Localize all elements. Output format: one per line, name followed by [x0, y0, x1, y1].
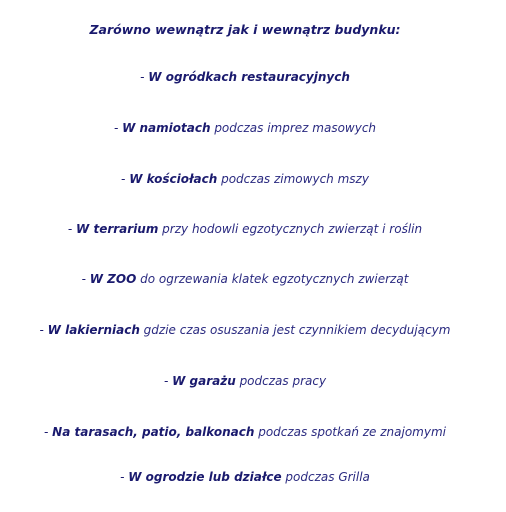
item-rest: gdzie czas osuszania jest czynnikiem decydującym — [139, 323, 451, 337]
list-item — [0, 222, 490, 236]
item-strong: W lakierniach — [47, 323, 140, 337]
list-item — [0, 70, 490, 84]
list-item — [0, 272, 490, 286]
item-rest: podczas Grilla — [281, 470, 370, 484]
list-item — [0, 323, 490, 337]
item-rest: podczas zimowych mszy — [217, 172, 369, 186]
item-rest: do ogrzewania klatek egzotycznych zwierząt — [136, 272, 409, 286]
list-item — [0, 374, 490, 388]
list-item — [0, 470, 490, 484]
item-dash: - — [81, 272, 90, 286]
item-strong: W kościołach — [129, 172, 218, 186]
item-rest: podczas imprez masowych — [210, 121, 377, 135]
item-dash: - — [67, 222, 77, 236]
list-item — [0, 172, 490, 186]
item-strong: W garażu — [172, 374, 236, 388]
item-rest: podczas pracy — [235, 374, 327, 388]
item-dash: - — [163, 374, 173, 388]
list-item — [0, 121, 490, 135]
item-dash: - — [39, 323, 48, 337]
list-item — [0, 425, 490, 439]
item-strong: W ogródkach restauracyjnych — [148, 70, 350, 84]
item-strong: Na tarasach, patio, balkonach — [52, 425, 255, 439]
item-strong: W ZOO — [89, 272, 137, 286]
item-dash: - — [113, 121, 123, 135]
item-dash: - — [44, 425, 53, 439]
item-rest: przy hodowli egzotycznych zwierząt i roślin — [158, 222, 423, 236]
heading: Zarówno wewnątrz jak i wewnątrz budynku: — [89, 22, 401, 37]
item-strong: W namiotach — [122, 121, 211, 135]
item-rest: podczas spotkań ze znajomymi — [254, 425, 446, 439]
item-dash: - — [120, 470, 129, 484]
item-strong: W ogrodzie lub działce — [128, 470, 282, 484]
item-dash: - — [140, 70, 149, 84]
item-dash: - — [121, 172, 130, 186]
item-strong: W terrarium — [76, 222, 159, 236]
